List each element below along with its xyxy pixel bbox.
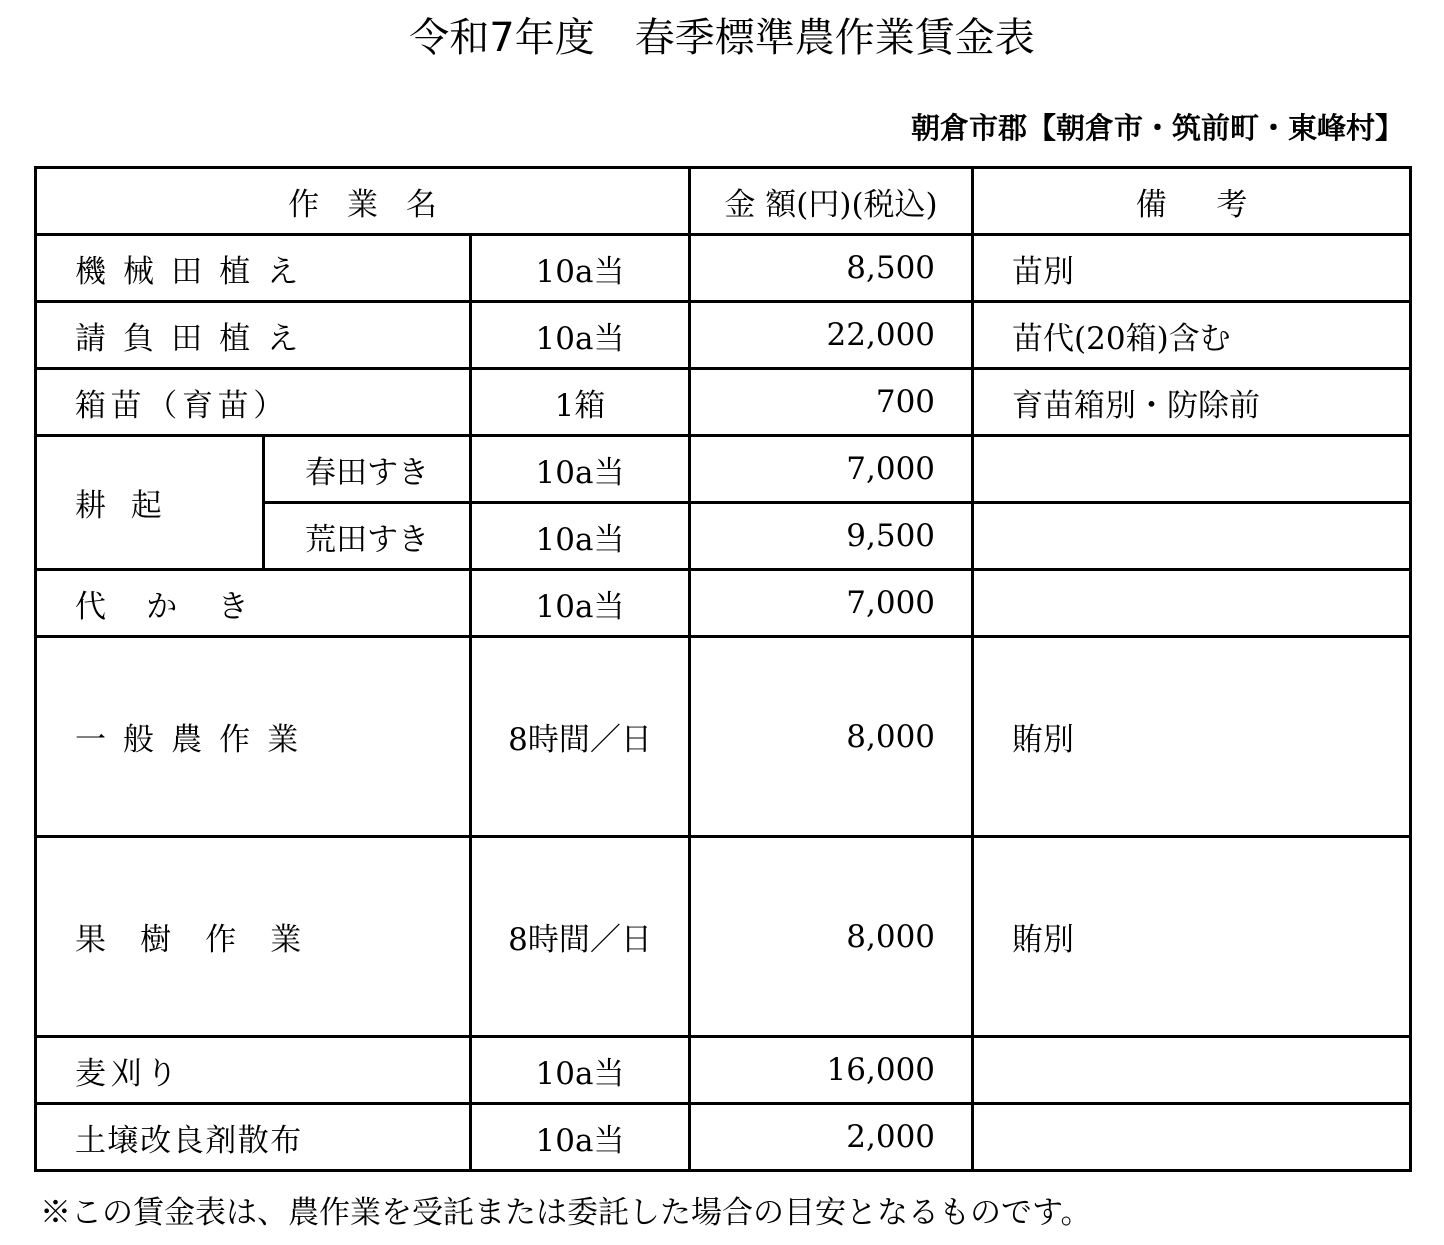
work-name: 請負田植え [36, 302, 471, 369]
amount: 2,000 [690, 1104, 973, 1171]
remarks [973, 503, 1411, 570]
remarks [973, 570, 1411, 637]
work-name: 果樹作業 [36, 837, 471, 1037]
table-row [36, 302, 1411, 369]
table-row [36, 235, 1411, 302]
unit: 10a当 [471, 302, 690, 369]
rate-table [34, 166, 1412, 1172]
work-name: 代かき [36, 570, 471, 637]
work-subname: 荒田すき [264, 503, 471, 570]
unit: 10a当 [471, 235, 690, 302]
remarks [973, 1104, 1411, 1171]
document-title: 令和7年度 春季標準農作業賃金表 [409, 15, 1035, 61]
table-row [36, 637, 1411, 837]
table-row [36, 369, 1411, 436]
unit: 10a当 [471, 570, 690, 637]
amount: 700 [690, 369, 973, 436]
region-label: 朝倉市郡【朝倉市・筑前町・東峰村】 [910, 111, 1404, 145]
remarks: 苗代(20箱)含む [973, 302, 1411, 369]
work-name: 機械田植え [36, 235, 471, 302]
work-subname: 春田すき [264, 436, 471, 503]
unit: 10a当 [471, 436, 690, 503]
remarks: 苗別 [973, 235, 1411, 302]
amount: 8,000 [690, 637, 973, 837]
amount: 8,000 [690, 837, 973, 1037]
header-work-name: 作業名 [36, 168, 690, 235]
table-row [36, 436, 1411, 503]
table-row [36, 570, 1411, 637]
remarks: 賄別 [973, 837, 1411, 1037]
work-name: 箱苗（育苗） [36, 369, 471, 436]
remarks [973, 436, 1411, 503]
unit: 1箱 [471, 369, 690, 436]
header-remarks: 備考 [973, 168, 1411, 235]
work-name: 麦刈り [36, 1037, 471, 1104]
unit: 10a当 [471, 1104, 690, 1171]
header-amount: 金 額(円)(税込) [690, 168, 973, 235]
work-group-name: 耕起 [36, 436, 264, 570]
work-name: 一般農作業 [36, 637, 471, 837]
amount: 16,000 [690, 1037, 973, 1104]
work-name: 土壌改良剤散布 [36, 1104, 471, 1171]
footnote: ※この賃金表は、農作業を受託または委託した場合の目安となるものです。 [40, 1195, 1092, 1231]
amount: 7,000 [690, 570, 973, 637]
table-header-row [36, 168, 1411, 235]
remarks [973, 1037, 1411, 1104]
amount: 7,000 [690, 436, 973, 503]
amount: 22,000 [690, 302, 973, 369]
unit: 10a当 [471, 503, 690, 570]
unit: 10a当 [471, 1037, 690, 1104]
amount: 9,500 [690, 503, 973, 570]
table-row [36, 1037, 1411, 1104]
remarks: 育苗箱別・防除前 [973, 369, 1411, 436]
table-row [36, 837, 1411, 1037]
amount: 8,500 [690, 235, 973, 302]
unit: 8時間／日 [471, 837, 690, 1037]
unit: 8時間／日 [471, 637, 690, 837]
table-row [36, 1104, 1411, 1171]
remarks: 賄別 [973, 637, 1411, 837]
